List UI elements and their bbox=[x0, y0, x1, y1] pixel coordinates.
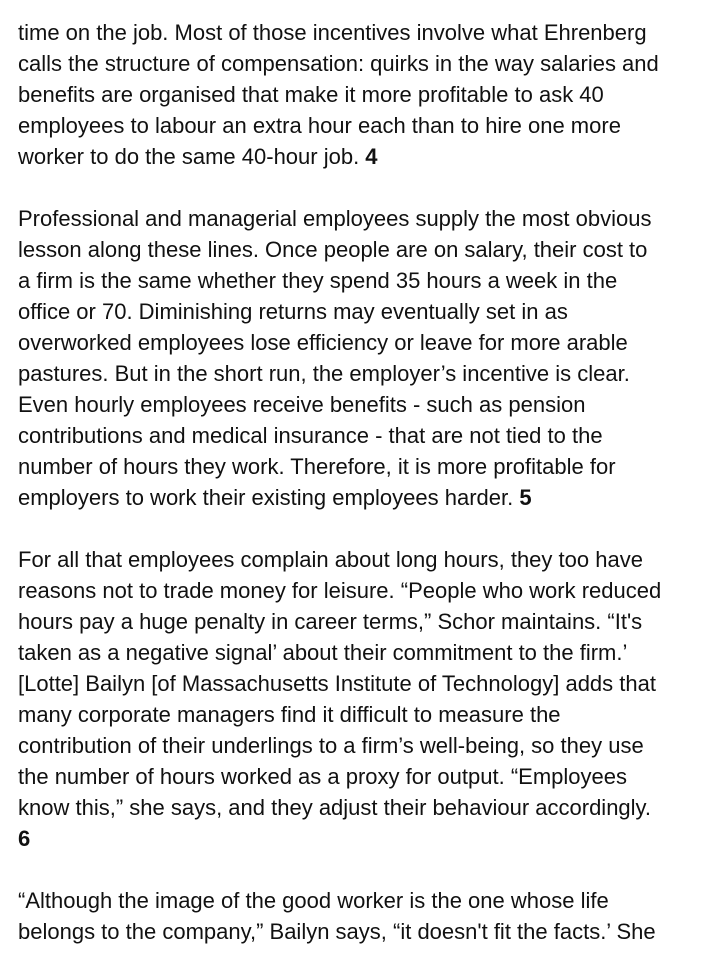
paragraph-text: Professional and managerial employees supply the most obvious lesson along these lines. Once people are on salary, their cost to a firm is the same whether they spend 35 hours a week in the office or 70. Diminishing returns may eventually set in as overworked employees lose efficiency or leave for more arable pastures. But in the short run, the employer’s incentive is clear. Even hourly employees receive benefits - such as pension contributions and medical insurance - that are not tied to the number of hours they work. Therefore, it is more profitable for employers to work their existing employees harder. bbox=[18, 206, 652, 510]
paragraph-2 bbox=[18, 203, 718, 513]
document-body bbox=[18, 17, 718, 978]
paragraph-1 bbox=[18, 17, 718, 172]
paragraph-4 bbox=[18, 885, 718, 947]
question-marker-6: 6 bbox=[18, 826, 31, 851]
paragraph-text: For all that employees complain about long hours, they too have reasons not to trade money for leisure. “People who work reduced hours pay a huge penalty in career terms,” Schor maintains. “It's taken as a negative signal’ about their commitment to the firm.’ [Lotte] Bailyn [of Massachusetts Institute of Technology] adds that many corporate managers find it difficult to measure the contribution of their underlings to a firm’s well-being, so they use the number of hours worked as a proxy for output. “Employees know this,” she says, and they adjust their behaviour accordingly. bbox=[18, 547, 662, 820]
paragraph-text: time on the job. Most of those incentives involve what Ehrenberg calls the structure of compensation: quirks in the way salaries and benefits are organised that make it more profitable to ask 40 employees to labour an extra hour each than to hire one more worker to do the same 40-hour job. bbox=[18, 20, 659, 169]
question-marker-5: 5 bbox=[519, 485, 532, 510]
paragraph-3 bbox=[18, 544, 718, 854]
question-marker-4: 4 bbox=[365, 144, 378, 169]
paragraph-text: “Although the image of the good worker is the one whose life belongs to the company,” Bailyn says, “it doesn't fit the facts.’ She bbox=[18, 888, 656, 944]
